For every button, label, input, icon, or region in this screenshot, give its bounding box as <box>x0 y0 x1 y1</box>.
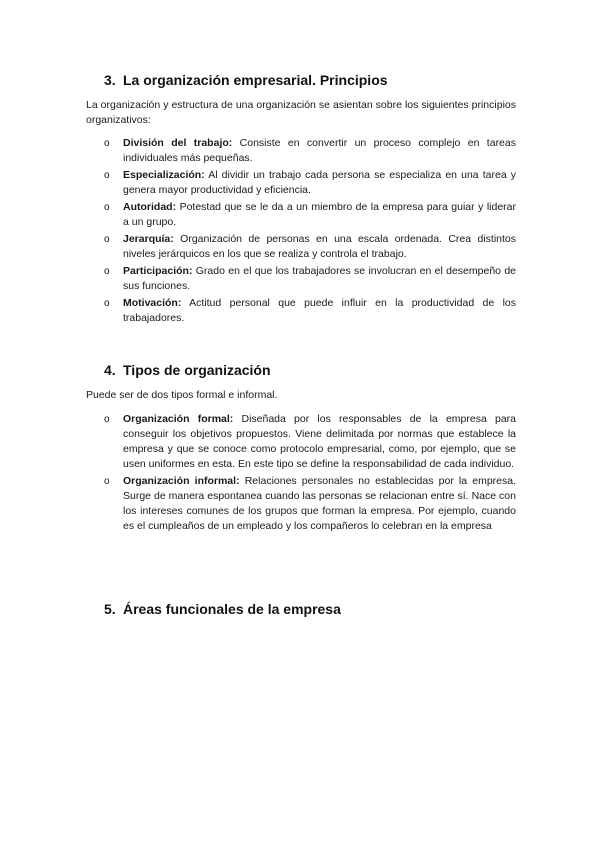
org-type-item <box>104 474 516 534</box>
principle-item-text: Actitud personal que puede influir en la productividad de los trabajadores. <box>123 297 516 324</box>
bullet-icon: o <box>104 138 110 149</box>
org-type-item-text: Diseñada por los responsables de la empresa para conseguir los objetivos propuestos. Viene delimitada por normas que establece la empresa y que se conoce como protocolo empresarial, como, por ejemplo, que se usen uniformes en esta. En este tipo se define la responsabilidad de cada individuo. <box>123 413 517 470</box>
section-3-principles-list <box>104 136 516 328</box>
section-4-types-list <box>104 412 516 536</box>
bullet-icon: o <box>104 266 110 277</box>
principle-item-term: División del trabajo: <box>123 137 233 149</box>
principle-item <box>104 296 516 326</box>
principle-item-term: Motivación: <box>123 297 182 309</box>
section-3-title: La organización empresarial. Principios <box>123 72 388 88</box>
principle-item-term: Jerarquía: <box>123 233 174 245</box>
section-3-heading <box>104 72 388 88</box>
section-4-heading <box>104 362 271 378</box>
bullet-icon: o <box>104 234 110 245</box>
org-type-item <box>104 412 516 472</box>
section-3-number: 3. <box>104 72 116 88</box>
principle-item <box>104 168 516 198</box>
principle-item-text: Organización de personas en una escala ordenada. Crea distintos niveles jerárquicos en los que se realiza y controla el trabajo. <box>123 233 516 260</box>
section-5-title: Áreas funcionales de la empresa <box>123 601 341 617</box>
bullet-icon: o <box>104 476 110 487</box>
principle-item <box>104 232 516 262</box>
principle-item-term: Participación: <box>123 265 193 277</box>
section-3-intro: La organización y estructura de una organización se asientan sobre los siguientes principios organizativos: <box>86 99 516 126</box>
bullet-icon: o <box>104 170 110 181</box>
org-type-item-text: Relaciones personales no establecidas por la empresa. Surge de manera espontanea cuando las personas se relacionan entre sí. Nace con los intereses comunes de los grupos que forman la empresa. Por ejemplo, cuando es el cumpleaños de un empleado y los compañeros lo celebran en la empresa <box>123 475 517 532</box>
org-type-item-term: Organización informal: <box>123 475 240 487</box>
section-5-number: 5. <box>104 601 116 617</box>
principle-item-text: Consiste en convertir un proceso complejo en tareas individuales más pequeñas. <box>123 137 516 164</box>
section-5-heading <box>104 601 341 617</box>
principle-item-text: Al dividir un trabajo cada persona se especializa en una tarea y genera mayor productividad y eficiencia. <box>123 169 517 196</box>
principle-item <box>104 136 516 166</box>
principle-item-term: Autoridad: <box>123 201 177 213</box>
bullet-icon: o <box>104 298 110 309</box>
bullet-icon: o <box>104 202 110 213</box>
principle-item <box>104 200 516 230</box>
section-4-intro: Puede ser de dos tipos formal e informal. <box>86 389 278 401</box>
principle-item <box>104 264 516 294</box>
principle-item-text: Grado en el que los trabajadores se involucran en el desempeño de sus funciones. <box>123 265 516 292</box>
section-4-title: Tipos de organización <box>123 362 271 378</box>
section-4-number: 4. <box>104 362 116 378</box>
bullet-icon: o <box>104 414 110 425</box>
principle-item-text: Potestad que se le da a un miembro de la empresa para guiar y liderar a un grupo. <box>123 201 516 228</box>
principle-item-term: Especialización: <box>123 169 205 181</box>
org-type-item-term: Organización formal: <box>123 413 234 425</box>
